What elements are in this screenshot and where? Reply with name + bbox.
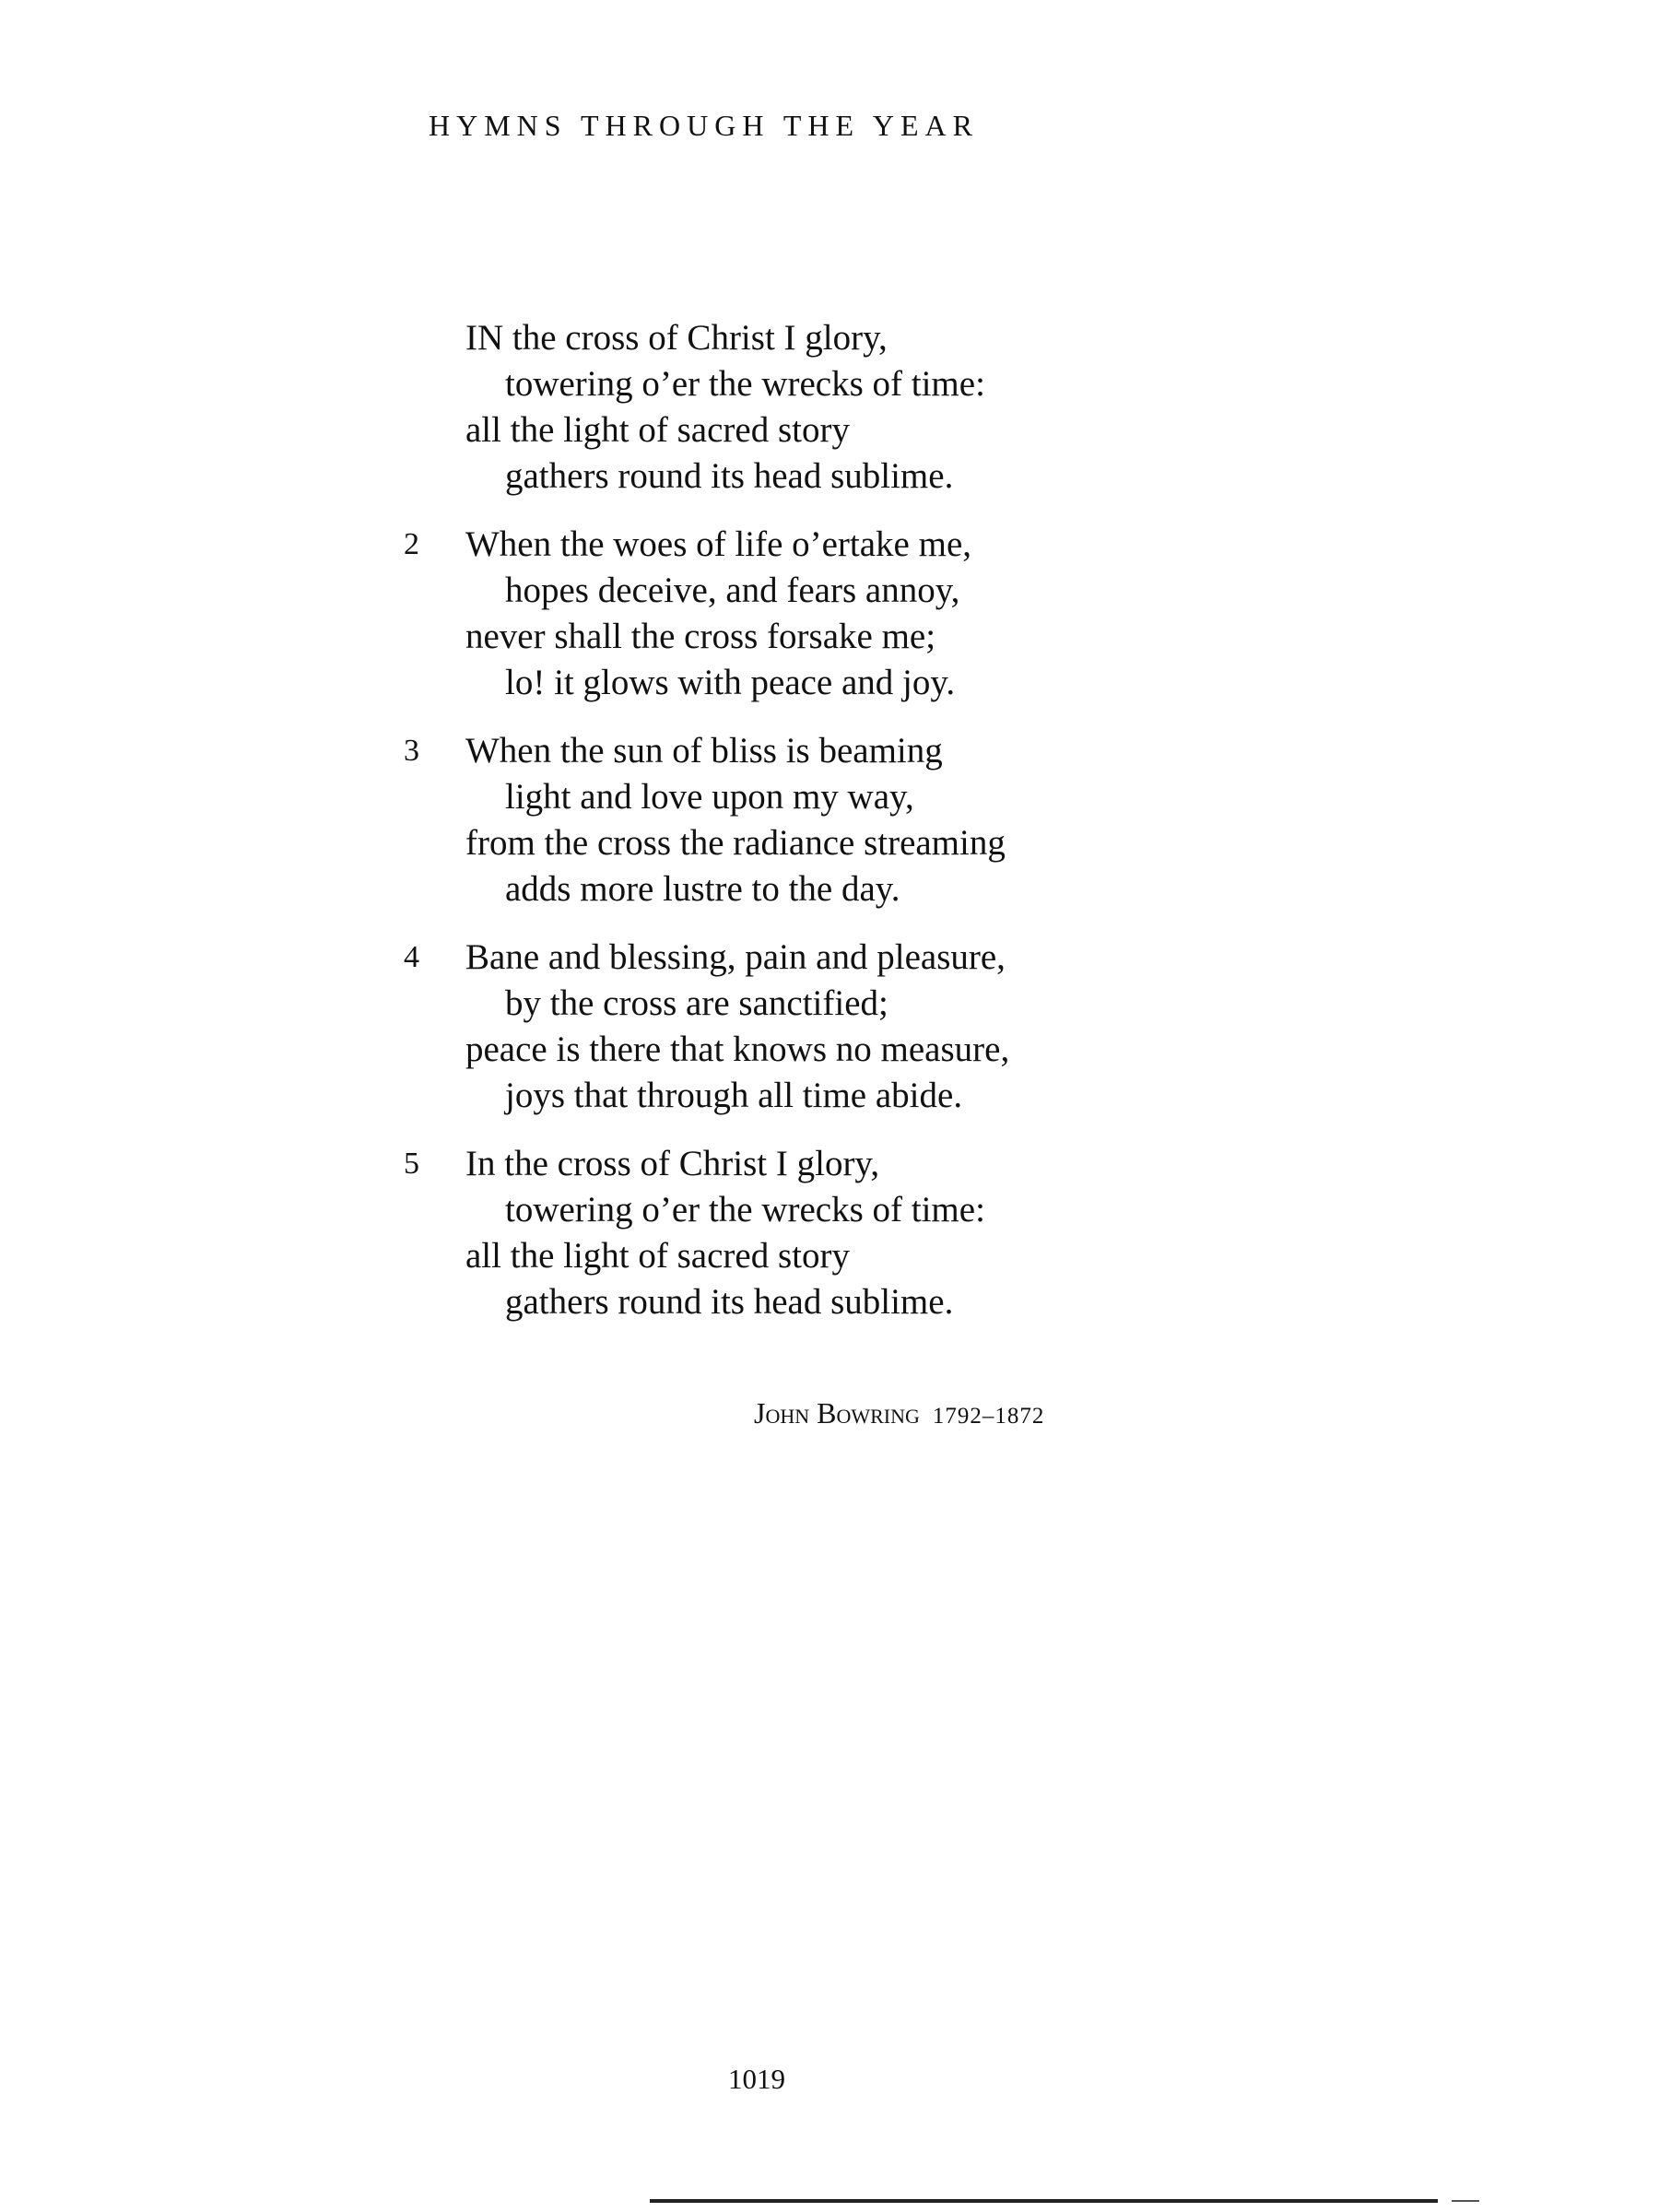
verse-1 <box>0 315 1659 500</box>
author-dates: 1792–1872 <box>932 1404 1045 1429</box>
verse-line: In the cross of Christ I glory, <box>465 1144 880 1183</box>
verse-number: 5 <box>404 1147 419 1181</box>
verse-line: from the cross the radiance streaming <box>465 823 1006 863</box>
verse-line: gathers round its head sublime. <box>505 456 954 496</box>
verse-2 <box>0 522 1659 706</box>
verse-line: When the woes of life o’ertake me, <box>465 524 972 564</box>
hymn-author <box>754 1396 1044 1430</box>
verse-line: all the light of sacred story <box>465 410 850 450</box>
page-number: 1019 <box>728 2063 785 2095</box>
verse-line: peace is there that knows no measure, <box>465 1030 1010 1069</box>
bottom-rule <box>650 2199 1438 2203</box>
verse-line: light and love upon my way, <box>505 777 914 817</box>
running-head: HYMNS THROUGH THE YEAR <box>429 109 979 142</box>
verse-3 <box>0 728 1659 912</box>
hymn-text <box>0 315 1659 1347</box>
author-name: John Bowring <box>754 1396 920 1430</box>
verse-line: adds more lustre to the day. <box>505 869 900 909</box>
verse-line: towering o’er the wrecks of time: <box>505 1190 985 1230</box>
verse-line: gathers round its head sublime. <box>505 1282 954 1322</box>
verse-line: hopes deceive, and fears annoy, <box>505 571 960 610</box>
verse-line: towering o’er the wrecks of time: <box>505 364 985 404</box>
verse-line: joys that through all time abide. <box>505 1076 963 1115</box>
verse-4 <box>0 935 1659 1119</box>
verse-line: lo! it glows with peace and joy. <box>505 663 956 702</box>
verse-line: by the cross are sanctified; <box>505 983 888 1023</box>
verse-number: 2 <box>404 527 419 561</box>
verse-number: 4 <box>404 940 419 974</box>
verse-line: all the light of sacred story <box>465 1236 850 1276</box>
verse-line: IN the cross of Christ I glory, <box>465 318 888 358</box>
verse-line: never shall the cross forsake me; <box>465 617 936 656</box>
verse-number: 3 <box>404 734 419 768</box>
bottom-rule-tail <box>1452 2200 1479 2202</box>
verse-line: Bane and blessing, pain and pleasure, <box>465 937 1006 977</box>
verse-5 <box>0 1141 1659 1325</box>
verse-line: When the sun of bliss is beaming <box>465 731 943 771</box>
